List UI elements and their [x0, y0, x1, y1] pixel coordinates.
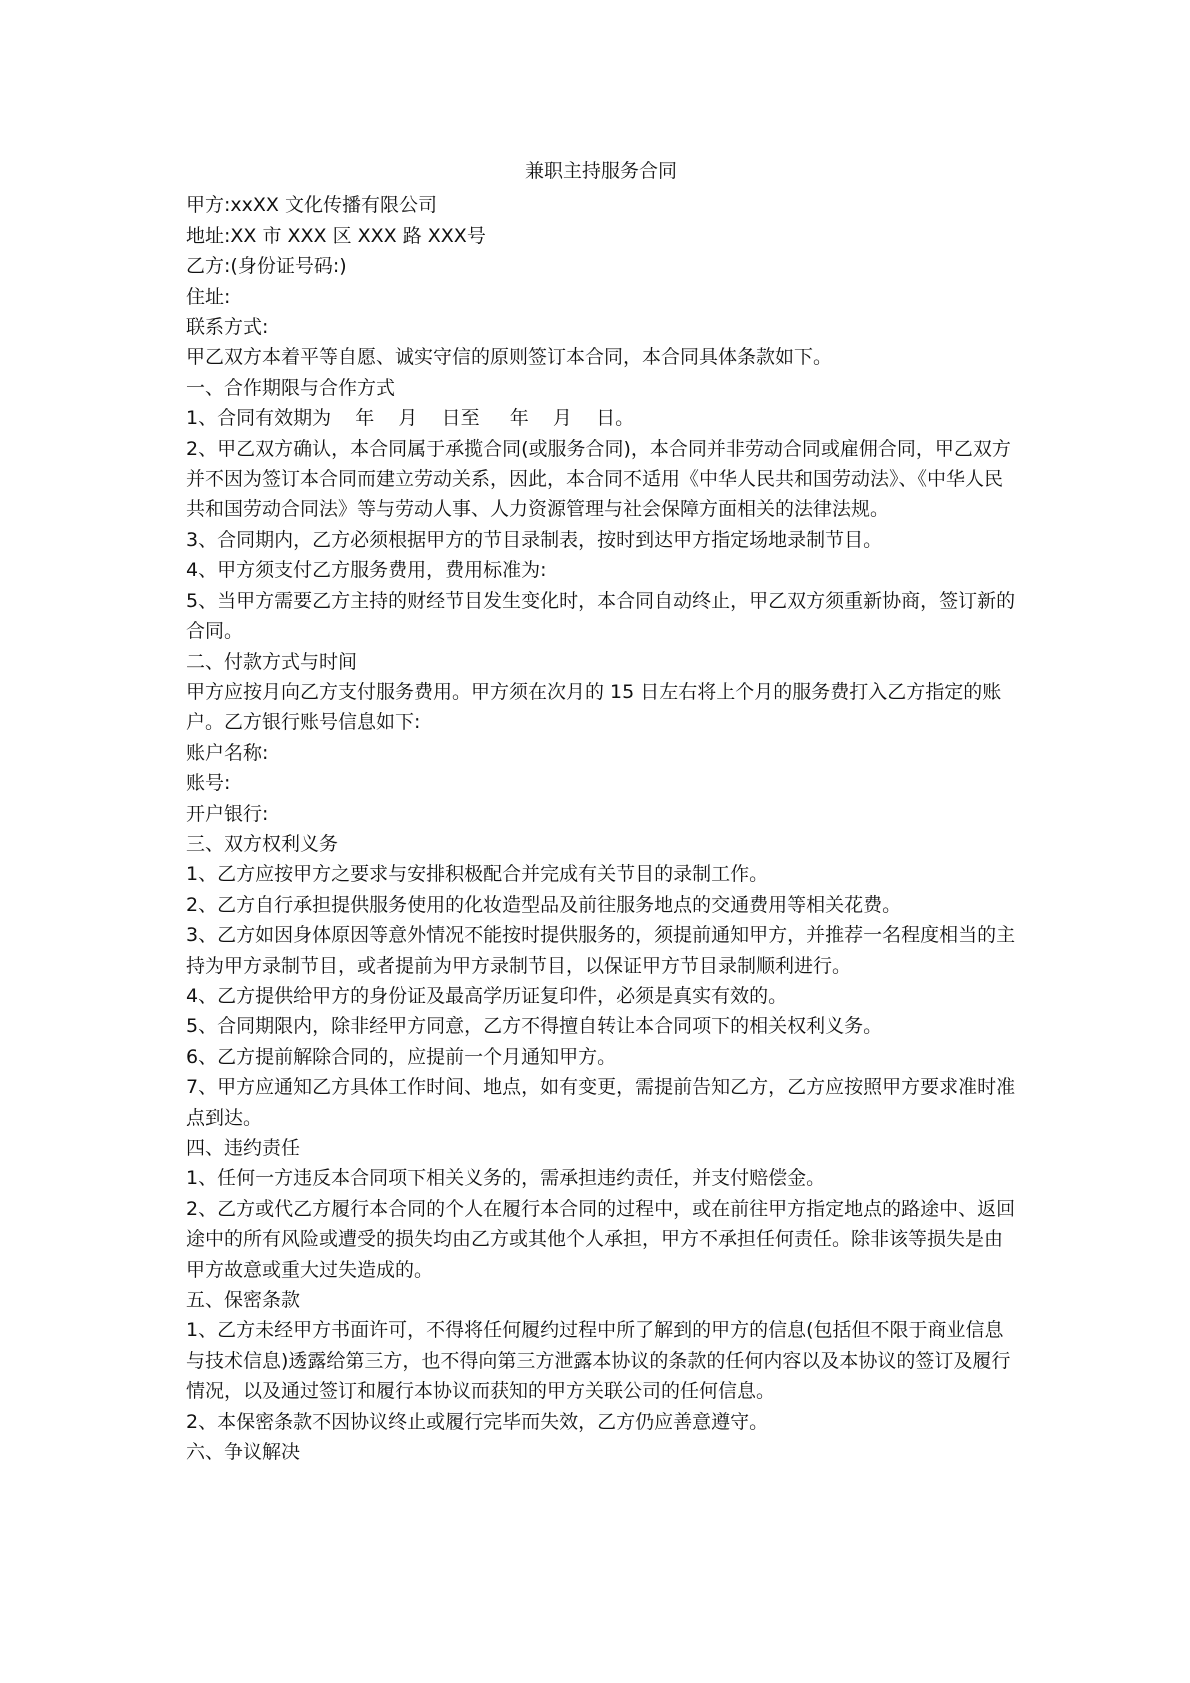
paragraph: 四、违约责任	[186, 1137, 301, 1159]
paragraph: 六、争议解决	[186, 1441, 301, 1464]
document-content	[186, 156, 1016, 1467]
paragraph: 甲乙双方本着平等自愿、诚实守信的原则签订本合同，本合同具体条款如下。	[186, 346, 833, 369]
paragraph: 住址:	[186, 285, 231, 308]
paragraph: 五、保密条款	[186, 1289, 301, 1312]
paragraph: 3、乙方如因身体原因等意外情况不能按时提供服务的，须提前通知甲方，并推荐一名程度相当的主持为甲方录制节目，或者提前为甲方录制节目，以保证甲方节目录制顺利进行。	[186, 924, 1016, 977]
paragraph: 甲方:xxXX 文化传播有限公司	[186, 194, 437, 217]
paragraph: 6、乙方提前解除合同的，应提前一个月通知甲方。	[186, 1045, 617, 1068]
paragraph: 7、甲方应通知乙方具体工作时间、地点，如有变更，需提前告知乙方，乙方应按照甲方要求准时准点到达。	[186, 1076, 1016, 1129]
paragraph: 1、乙方未经甲方书面许可，不得将任何履约过程中所了解到的甲方的信息(包括但不限于商业信息与技术信息)透露给第三方，也不得向第三方泄露本协议的条款的任何内容以及本协议的签订及履行情况，以及通过签订和履行本协议而获知的甲方关联公司的任何信息。	[186, 1319, 1011, 1403]
paragraph: 4、乙方提供给甲方的身份证及最高学历证复印件，必须是真实有效的。	[186, 984, 788, 1007]
paragraph: 4、甲方须支付乙方服务费用，费用标准为:	[186, 559, 547, 582]
document-title: 兼职主持服务合同	[524, 160, 677, 182]
paragraph: 三、双方权利义务	[186, 832, 339, 855]
document-body	[186, 190, 1016, 1467]
paragraph: 二、付款方式与时间	[186, 650, 358, 673]
paragraph: 2、乙方自行承担提供服务使用的化妆造型品及前往服务地点的交通费用等相关花费。	[186, 893, 902, 916]
paragraph: 3、合同期内，乙方必须根据甲方的节目录制表，按时到达甲方指定场地录制节目。	[186, 528, 883, 551]
paragraph: 2、乙方或代乙方履行本合同的个人在履行本合同的过程中，或在前往甲方指定地点的路途中、返回途中的所有风险或遭受的损失均由乙方或其他个人承担，甲方不承担任何责任。除非该等损失是由甲方故意或重大过失造成的。	[186, 1197, 1016, 1281]
paragraph: 开户银行:	[186, 802, 269, 825]
paragraph: 联系方式:	[186, 316, 269, 339]
paragraph: 1、任何一方违反本合同项下相关义务的，需承担违约责任，并支付赔偿金。	[186, 1167, 826, 1190]
paragraph: 地址:XX 市 XXX 区 XXX 路 XXX号	[186, 224, 486, 247]
paragraph: 5、当甲方需要乙方主持的财经节目发生变化时，本合同自动终止，甲乙双方须重新协商，签订新的合同。	[186, 589, 1016, 643]
paragraph: 5、合同期限内，除非经甲方同意，乙方不得擅自转让本合同项下的相关权利义务。	[186, 1015, 883, 1038]
paragraph: 1、合同有效期为 年 月 日至 年 月 日。	[186, 407, 635, 430]
paragraph: 一、合作期限与合作方式	[186, 376, 396, 399]
paragraph: 甲方应按月向乙方支付服务费用。甲方须在次月的 15 日左右将上个月的服务费打入乙方指定的账户。乙方银行账号信息如下:	[186, 680, 1002, 734]
paragraph: 2、本保密条款不因协议终止或履行完毕而失效，乙方仍应善意遵守。	[186, 1410, 769, 1433]
paragraph: 乙方:(身份证号码:)	[186, 255, 347, 278]
paragraph: 2、甲乙双方确认，本合同属于承揽合同(或服务合同)，本合同并非劳动合同或雇佣合同，甲乙双方并不因为签订本合同而建立劳动关系，因此，本合同不适用《中华人民共和国劳动法》、《中华人民共和国劳动合同法》等与劳动人事、人力资源管理与社会保障方面相关的法律法规。	[186, 437, 1011, 521]
paragraph: 账户名称:	[186, 741, 269, 764]
paragraph: 1、乙方应按甲方之要求与安排积极配合并完成有关节目的录制工作。	[186, 863, 769, 886]
paragraph: 账号:	[186, 772, 231, 795]
